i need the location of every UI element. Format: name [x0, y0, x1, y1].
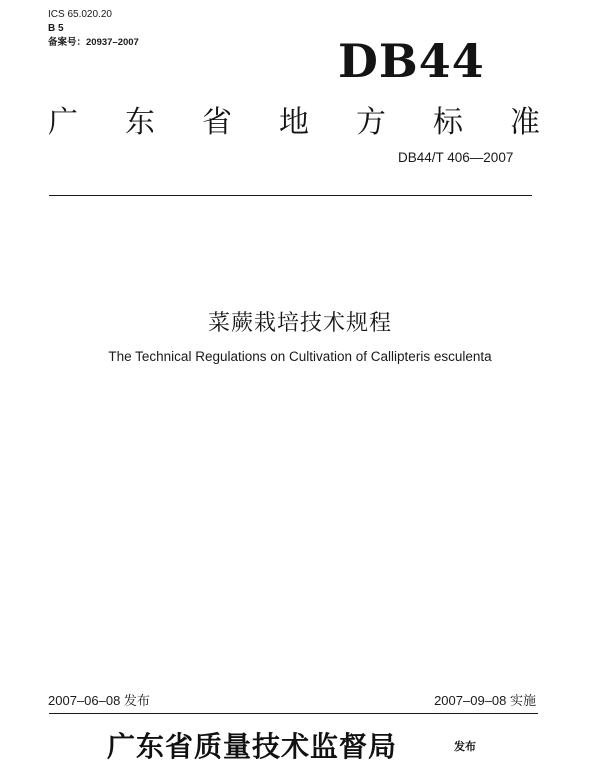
standard-type-char: 方: [356, 105, 386, 140]
standard-code-logo: DB44: [338, 34, 485, 88]
standard-type-char: 标: [433, 105, 463, 140]
standard-type-char: 省: [202, 105, 232, 140]
issue-date: 2007–06–08 发布: [48, 693, 150, 708]
registration-number: 备案号：20937–2007: [48, 37, 139, 48]
standard-number: DB44/T 406—2007: [398, 150, 514, 165]
standard-type-char: 广: [48, 105, 78, 140]
header-divider: [49, 195, 532, 196]
standard-type-heading: [48, 98, 540, 140]
issuer-action-label: 发布: [454, 740, 476, 753]
standard-type-char: 地: [279, 105, 309, 140]
standard-type-char: 东: [125, 105, 155, 140]
issuing-authority: 广东省质量技术监督局: [107, 730, 398, 763]
ics-code: ICS 65.020.20: [48, 9, 112, 20]
category-code: B 5: [48, 23, 64, 34]
standard-type-char: 准: [510, 105, 540, 140]
document-title-english: The Technical Regulations on Cultivation of Callipteris esculenta: [108, 349, 492, 364]
footer-divider: [49, 713, 538, 714]
implementation-date: 2007–09–08 实施: [434, 693, 536, 708]
document-title-chinese: 菜蕨栽培技术规程: [207, 311, 392, 336]
